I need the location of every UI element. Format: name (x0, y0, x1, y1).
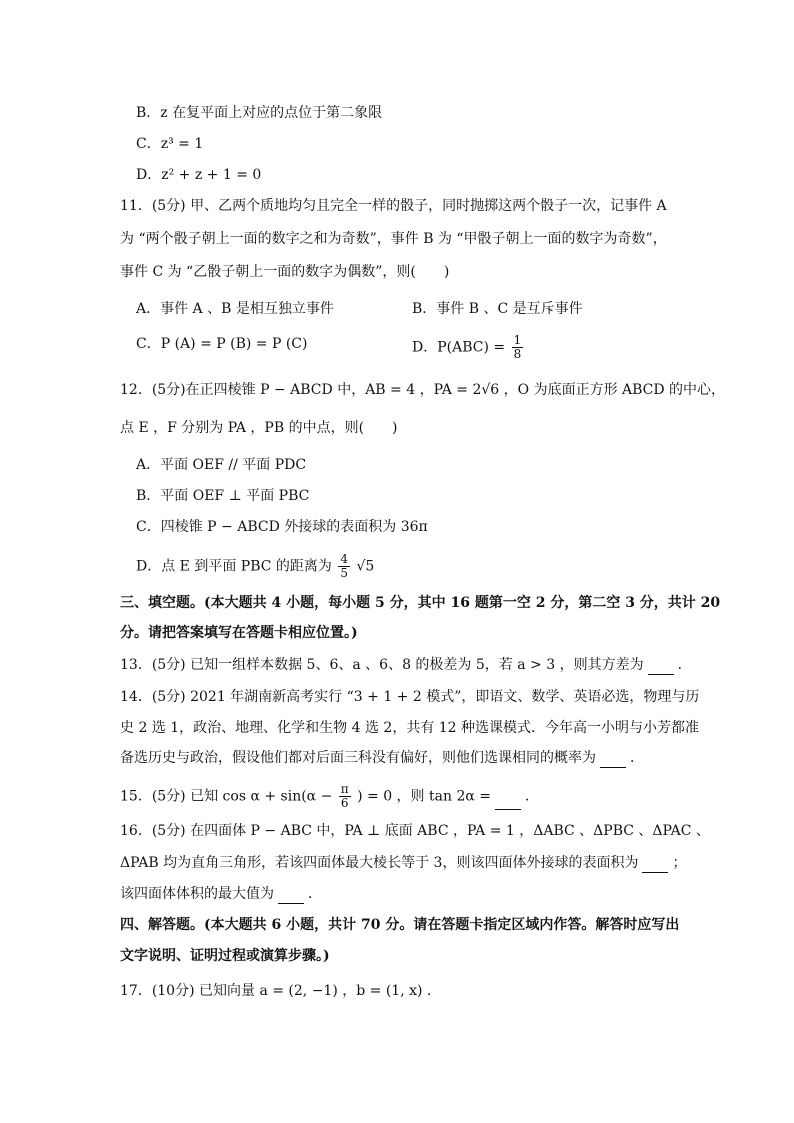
fraction-numerator: 4 (340, 552, 349, 566)
q15: 15．(5分) 已知 cos α + sin(α − $\frac{\pi}{6}$ ) = 0 ，则 tan 2α = ． (120, 782, 539, 810)
fraction (339, 783, 351, 810)
answer-blank (642, 858, 668, 873)
fraction-denominator: 6 (340, 796, 349, 810)
q15-suffix: ) = 0 ，则 tan 2α = (357, 788, 491, 805)
q12-option-d-suffix: √5 (356, 558, 375, 575)
q13: 13．(5分) 已知一组样本数据 5、6、a 、6、8 的极差为 5，若 a > 3 ，则其方差为 ． (120, 657, 692, 673)
answer-blank (648, 660, 674, 675)
q11-option-a: A．事件 A 、B 是相互独立事件 (136, 301, 334, 317)
q12-option-c: C．四棱锥 P − ABCD 外接球的表面积为 36π (136, 519, 428, 535)
answer-blank (278, 889, 304, 904)
section3-heading-line2: 分。请把答案填写在答题卡相应位置。) (120, 625, 358, 641)
answer-blank (495, 795, 521, 810)
q11-option-d (412, 334, 525, 361)
q17-stem: 17．(10分) 已知向量 a = (2, −1) ，b = (1, x) . (120, 983, 432, 999)
q14-stem-line3: 备选历史与政治，假设他们都对后面三科没有偏好，则他们选课相同的概率为 ． (120, 750, 644, 766)
q11-option-b: B．事件 B 、C 是互斥事件 (412, 301, 583, 317)
section4-heading-line1: 四、解答题。(本大题共 6 小题，共计 70 分。请在答题卡指定区域内作答。解答时应写出 (120, 917, 680, 933)
q14-stem-line2: 史 2 选 1，政治、地理、化学和生物 4 选 2，共有 12 种选课模式．今年高一小明与小芳都准 (120, 720, 700, 736)
q16-stem-line3: 该四面体体积的最大值为 ． (120, 886, 322, 902)
q11-option-d-prefix: D．P(ABC) = (412, 339, 506, 356)
fraction-denominator: 8 (513, 347, 522, 361)
q10-option-c: C．z³ = 1 (136, 136, 204, 152)
answer-blank (600, 753, 626, 768)
q16-stem-line1: 16．(5分) 在四面体 P − ABC 中，PA ⊥ 底面 ABC ，PA = 1 ，ΔABC 、ΔPBC 、ΔPAC 、 (120, 823, 710, 839)
q12-stem-line2: 点 E ，F 分别为 PA ，PB 的中点，则( ) (120, 420, 398, 436)
q12-option-d-prefix: D．点 E 到平面 PBC 的距离为 (136, 558, 332, 575)
q13-text: 13．(5分) 已知一组样本数据 5、6、a 、6、8 的极差为 5，若 a > 3 ，则其方差为 (120, 657, 644, 673)
q12-option-d (136, 553, 374, 580)
fraction-numerator: π (340, 782, 349, 796)
section3-heading-line1: 三、填空题。(本大题共 4 小题，每小题 5 分，其中 16 题第一空 2 分，第二空 3 分，共计 20 (120, 595, 721, 611)
fraction (338, 553, 350, 580)
q11-stem-line2: 为 “两个骰子朝上一面的数字之和为奇数”，事件 B 为 “甲骰子朝上一面的数字为奇数”， (120, 231, 667, 247)
section4-heading-line2: 文字说明、证明过程或演算步骤。) (120, 948, 330, 964)
q16-text: ΔPAB 均为直角三角形，若该四面体最大棱长等于 3，则该四面体外接球的表面积为 (120, 855, 639, 871)
q16-stem-line2: ΔPAB 均为直角三角形，若该四面体最大棱长等于 3，则该四面体外接球的表面积为 ； (120, 855, 687, 871)
q12-stem-line1: 12．(5分)在正四棱锥 P − ABCD 中，AB = 4 ，PA = 2√6 ，O 为底面正方形 ABCD 的中心， (120, 382, 726, 398)
q11-stem-line1: 11．(5分) 甲、乙两个质地均匀且完全一样的骰子，同时抛掷这两个骰子一次，记事件 A (120, 198, 667, 214)
fraction (512, 334, 524, 361)
q10-option-b: B．z 在复平面上对应的点位于第二象限 (136, 105, 383, 121)
q14-stem-line1: 14．(5分) 2021 年湖南新高考实行 “3 + 1 + 2 模式”，即语文、数学、英语必选，物理与历 (120, 689, 700, 705)
q12-option-b: B．平面 OEF ⊥ 平面 PBC (136, 488, 310, 504)
q15-prefix: 15．(5分) 已知 cos α + sin(α − (120, 788, 333, 805)
q10-option-d: D．z² + z + 1 = 0 (136, 167, 262, 183)
fraction-denominator: 5 (340, 566, 349, 580)
q11-option-c: C．P (A) = P (B) = P (C) (136, 336, 308, 352)
q16-text-2: 该四面体体积的最大值为 (120, 886, 274, 902)
q14-text: 备选历史与政治，假设他们都对后面三科没有偏好，则他们选课相同的概率为 (120, 750, 596, 766)
q11-stem-line3: 事件 C 为 “乙骰子朝上一面的数字为偶数”，则( ) (120, 264, 450, 280)
q12-option-a: A．平面 OEF // 平面 PDC (136, 457, 307, 473)
fraction-numerator: 1 (513, 333, 522, 347)
